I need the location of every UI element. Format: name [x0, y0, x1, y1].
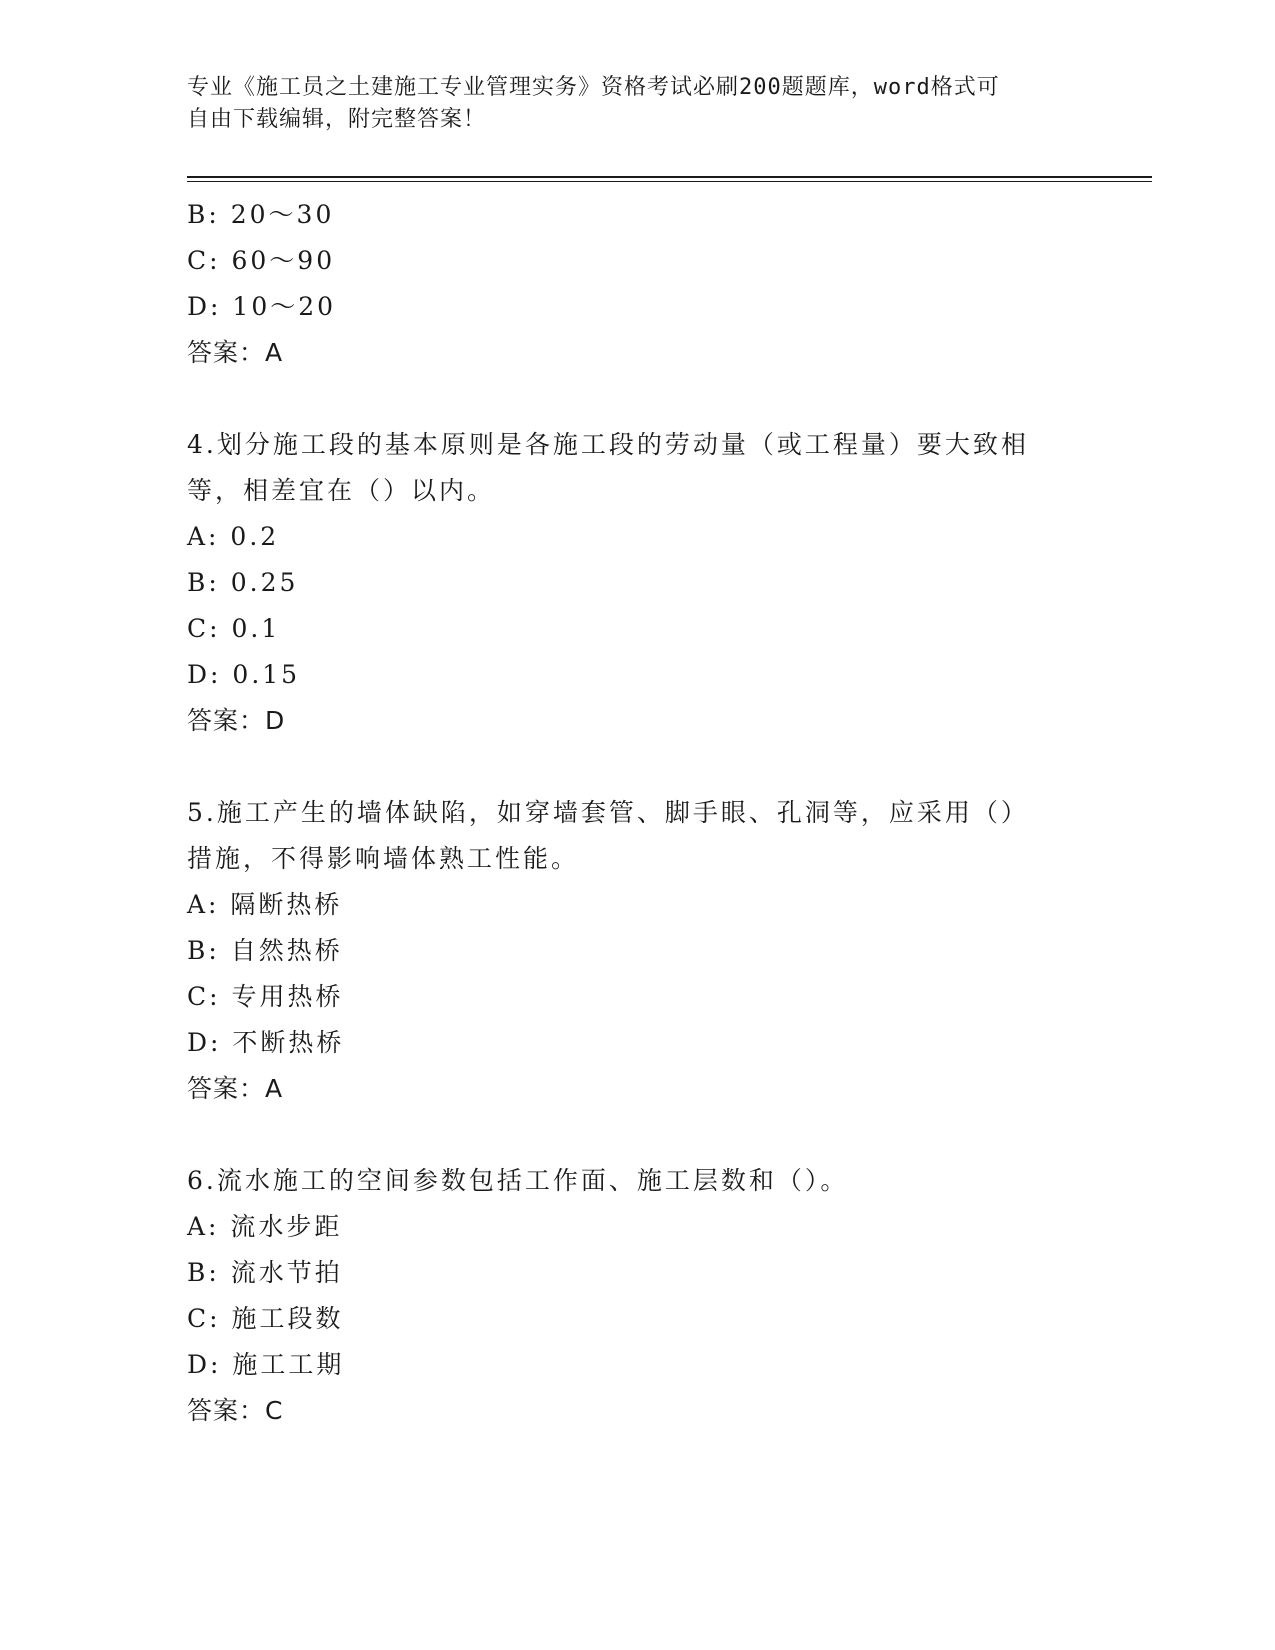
- option-c: C: 0.1: [187, 614, 281, 643]
- answer: 答案：A: [187, 1074, 284, 1103]
- option-b: B: 0.25: [187, 568, 299, 597]
- question-stem: 6.流水施工的空间参数包括工作面、施工层数和（）。: [187, 1166, 849, 1195]
- question-stem-cont: 措施，不得影响墙体熟工性能。: [187, 844, 580, 873]
- option-c: C: 施工段数: [187, 1304, 344, 1333]
- option-b: B: 20～30: [187, 200, 335, 229]
- option-a: A: 流水步距: [187, 1212, 343, 1241]
- option-d: D: 10～20: [187, 292, 337, 321]
- question-stem-cont: 等，相差宜在（）以内。: [187, 476, 496, 505]
- option-c: C: 60～90: [187, 246, 336, 275]
- question-4: [187, 422, 1087, 744]
- answer: 答案：D: [187, 706, 286, 735]
- option-a: A: 隔断热桥: [187, 890, 343, 919]
- document-header: [187, 72, 1067, 136]
- question-stem: 4.划分施工段的基本原则是各施工段的劳动量（或工程量）要大致相: [187, 430, 1029, 459]
- header-rule-thick: [187, 176, 1152, 178]
- spacer: [187, 1112, 1087, 1158]
- header-line-1: 专业《施工员之土建施工专业管理实务》资格考试必刷200题题库，word格式可: [187, 75, 1000, 100]
- question-5: [187, 790, 1087, 1112]
- option-a: A: 0.2: [187, 522, 280, 551]
- option-d: D: 不断热桥: [187, 1028, 345, 1057]
- option-d: D: 施工工期: [187, 1350, 345, 1379]
- option-d: D: 0.15: [187, 660, 301, 689]
- answer: 答案：A: [187, 338, 284, 367]
- spacer: [187, 744, 1087, 790]
- option-b: B: 流水节拍: [187, 1258, 343, 1287]
- question-6: [187, 1158, 1087, 1434]
- question-stem: 5.施工产生的墙体缺陷，如穿墙套管、脚手眼、孔洞等，应采用（）: [187, 798, 1029, 827]
- answer: 答案：C: [187, 1396, 284, 1425]
- question-3: [187, 192, 1087, 376]
- option-b: B: 自然热桥: [187, 936, 343, 965]
- option-c: C: 专用热桥: [187, 982, 344, 1011]
- header-rule-thin: [187, 181, 1152, 182]
- question-content: [187, 192, 1087, 1434]
- header-line-2: 自由下载编辑，附完整答案！: [187, 107, 487, 132]
- spacer: [187, 376, 1087, 422]
